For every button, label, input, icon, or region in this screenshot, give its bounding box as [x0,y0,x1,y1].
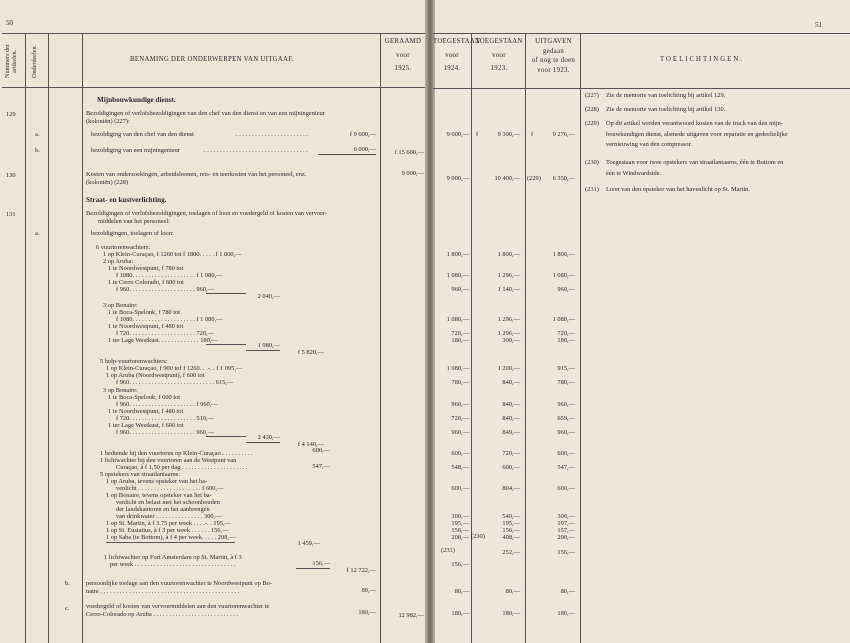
column-divider [380,33,381,643]
amount-cell: 600,— [502,464,520,471]
column-divider [48,33,49,643]
amount-b1: 600,— [312,447,330,454]
sum-b13: 1 459,— [297,540,320,547]
note-text: Loon van den opsteker van het havenlicht op St. Martin. [606,186,750,193]
amount-cell: 1 200,— [497,365,520,372]
line-b14: 1 lichtwachter op Fort Amsterdam op St. Martin, à f 3 [104,554,242,561]
total-b15: f 12 722,— [346,567,376,574]
total-130: 9 000,— [401,170,424,177]
leader-dots: . . . . . . . . . . . . . . . . . . . . . . . [236,131,308,138]
note-text: één te Windwardside. [606,170,662,177]
header-bottom-rule [2,87,425,88]
line-b6: venlicht . . . . . . . . . . . . . . . . . . . . f 600,— [116,485,224,492]
r130-t23: 10 400,— [494,175,520,182]
amount-cell: 600,— [451,485,469,492]
sub-b: b. [35,147,40,154]
amount-cell: 156,— [502,527,520,534]
amount-cell: 1 080,— [552,316,575,323]
amount-b15: 156,— [296,560,330,569]
sum-v12: 1 980,— [246,342,280,351]
amount-cell: 252,— [502,549,520,556]
amount-cell: 540,— [502,513,520,520]
amount-cell: 840,— [502,379,520,386]
note-text: Zie de memorie van toelichting bij artikel 129. [606,92,726,99]
header-toegestaan-1923: TOEGESTAAN voor 1923. [475,38,523,73]
header-benaming: BENAMING DER ONDERWERPEN VAN UITGAAF. [130,56,294,63]
line-h6: f 960. . . . . . . . . . . . . . . . . . . . . f 960,— [116,401,218,408]
header-toelichtingen: TOELICHTINGEN. [660,56,744,63]
amount-cell: 1 080,— [446,365,469,372]
sum-rule [206,293,246,294]
article-130: 130 [6,172,16,179]
amount-cell: 1 080,— [446,272,469,279]
amount-cell: 548,— [451,464,469,471]
line-v10: 1 te Noordwestpunt, f 480 tot [108,323,184,330]
amount-cell: 300,— [502,337,520,344]
total-129: f 15 600,— [394,149,424,156]
sum-h10: 2 430,— [246,434,280,443]
amount-cell: 600,— [557,450,575,457]
r129-u: 9 276,— [552,131,575,138]
sum-rule [206,436,246,437]
note-text: Op dit artikel werden verantwoord kosten van de truck van den mijn- [606,120,783,127]
section-mijnbouw: Mijnbouwkundige dienst. [97,96,176,104]
amount-cell: 780,— [451,379,469,386]
column-divider [580,33,581,643]
line-h2: 1 op Aruba (Noordwestpunt), f 600 tot [106,372,205,379]
header-top-rule-right [433,33,850,34]
amount-cell: 960,— [557,429,575,436]
header-toegestaan-1924: TOEGESTAAN voor 1924. [433,38,481,73]
amount-cell: 156,— [451,561,469,568]
line-129a: bezoldiging van den chef van den dienst [91,131,194,138]
amount-cell: 840,— [502,401,520,408]
amount-b3: 547,— [312,463,330,470]
amount-cell: 600,— [451,450,469,457]
amount-cell: 180,— [451,337,469,344]
amount-cell: 1 800,— [497,251,520,258]
line-v9: f 1080. . . . . . . . . . . . . . . . . . . . f 1 080,— [116,316,223,323]
column-divider [82,33,83,643]
line-131a: bezoldigingen, toelagen of loon: [91,230,174,237]
amount-cell: 195,— [451,520,469,527]
article-130-text: Kosten van onderzoekingen, arbeidsloonen, reis- en teerkosten van het personeel, enz. (koloniën) (228) [86,171,307,186]
line-b2: 1 lichtwachter bij den vuurtoren aan de Westpunt van [100,457,237,464]
r130-note: (229) [527,175,541,182]
note-marker: (230) [585,159,599,166]
total-v12: f 5 820,— [297,349,324,356]
line-131c: voedergeld of kosten van vervoermiddelen aan den vuurtorenwachter te Cerro-Colorado op Aruba . . . . . . . . . . . . . . . . . . . . . . . . . . . [86,603,270,618]
line-129b: bezoldiging van een mijningenieur [91,147,180,154]
amount-cell: 195,— [502,520,520,527]
note-text: Toegestaan voor twee opstekers van straatlantaarns, één te Bottom en [606,159,784,166]
note-marker: (231) [585,186,599,193]
amount-cell: 915,— [557,365,575,372]
amount-cell: 1 296,— [497,330,520,337]
note-text: vernieuwing van den compressor. [606,141,692,148]
amount-cell: 960,— [557,286,575,293]
column-divider [471,33,472,643]
amount-cell: 156,— [451,527,469,534]
r129-t23: 9 300,— [497,131,520,138]
article-129: 129 [6,111,16,118]
line-h9: 1 ter Lage Westkust, f 600 tot [108,422,184,429]
amount-cell: 720,— [451,415,469,422]
amount-cell: 960,— [451,286,469,293]
amount-cell: 659,— [557,415,575,422]
amount-cell: 1 140,— [497,286,520,293]
leader-dots: . . . . . . . . . . . . . . . . . . . . . . . . . . . . . . . . . [204,147,308,154]
line-b12: 1 op St. Eustatius, à f 3 per week . . . . . . 156,— [106,527,229,534]
line-h1: 1 op Klein-Curaçao, f 900 tof f 1260. . .-. . f 1 095,— [106,365,243,372]
amount-cell: 547,— [557,464,575,471]
amount-cell: 180,— [502,610,520,617]
total-131: 12 982,— [398,612,424,619]
amount-cell: 408,— [502,534,520,541]
line-b8: venlicht en belast met het schoonhouden [116,499,220,506]
line-v11: f 720. . . . . . . . . . . . . . . . . . . . . 720,— [116,330,214,337]
line-b4: 5 opstekers van straatlantaarns: [100,471,181,478]
article-129-text: Bezoldigingen of verlofsbezoldigingen van den chef van den dienst en van een mijningenieur (koloniën) (227): [86,110,325,125]
book-gutter [425,0,435,643]
line-b5: 1 op Aruba, tevens opsteker van het ha- [106,478,208,485]
amount-cell: 1 800,— [446,251,469,258]
amount-cell: 1 080,— [446,316,469,323]
amount-cell: 600,— [557,485,575,492]
amount-cell: 720,— [557,330,575,337]
amount-129b: 6 000,— [318,146,376,155]
page-number-right: 51 [815,21,822,29]
section-straat: Straat- en kustverlichting. [86,196,167,204]
sum-v6: 2 040,— [257,293,280,300]
line-h7: 1 te Noordwestpunt, f 480 tot [108,408,184,415]
amount-131c: 180,— [358,609,376,616]
r130-u: 6 350,— [552,175,575,182]
header-nummers: Nummers der artikelen. [4,44,18,78]
amount-cell: 960,— [451,429,469,436]
line-h8: f 720. . . . . . . . . . . . . . . . . . . . . 510,— [116,415,214,422]
article-131-text: Bezoldigingen of verlofsbezoldigingen, toelagen of loon en voedergeld of kosten van vervoer- middelen van het personeel: [86,210,328,225]
line-v8: 1 te Boca-Spelonk, f 780 tot [108,309,181,316]
note-230-marker: (230) [471,533,485,540]
line-b1: 1 bediende bij den vuurtoren op Klein-Curaçao . . . . . . . . . . [100,450,253,457]
header-uitgaven: UITGAVEN gedaan of nog te doen voor 1923. [531,38,576,74]
sum-rule [206,344,246,345]
amount-cell: 180,— [451,610,469,617]
column-divider [525,33,526,643]
r129-t24: 9 600,— [446,131,469,138]
header-onderdeelen: Onderdeelen. [31,44,38,78]
amount-cell: 180,— [557,337,575,344]
amount-cell: 80,— [454,588,469,595]
line-v12: 1 ter Lage Westkust. . . . . . . . . . . . . 180,— [108,337,218,344]
r129-f1: f [476,131,479,138]
line-b15: per week . . . . . . . . . . . . . . . . . . . . . . . . . . . . . . . . [110,561,236,568]
line-vuur: 6 vuurtorenwachters: [96,244,151,251]
line-v3: 1 te Noordwestpunt, f 780 tot [108,265,184,272]
note-text: bouwkundigen dienst, alsmede uitgaven voor reparatie en gedeeltelijke [606,131,788,138]
article-131: 131 [6,211,16,218]
sub-a: a. [35,230,40,237]
amount-cell: 780,— [557,379,575,386]
amount-cell: 300,— [451,513,469,520]
line-b3: Curaçao, à f 1,50 per dag . . . . . . . . . . . . . . . . . . . . . [116,464,248,471]
line-v1: 1 op Klein-Curaçao, f 1260 tot f 1800. . . . . f 1 800,— [103,251,242,258]
total-h10: f 4 140,— [297,441,324,448]
note-marker: (228) [585,106,599,113]
page-number-left: 50 [6,19,13,27]
amount-cell: 804,— [502,485,520,492]
r130-t24: 9 000,— [446,175,469,182]
line-v5: 1 te Cerro Colorado, f 600 tot [108,279,184,286]
amount-cell: 960,— [557,401,575,408]
amount-cell: 960,— [451,401,469,408]
line-b10: van drinkwater . . . . . . . . . . . . . . . 300,— [116,513,222,520]
amount-cell: 720,— [451,330,469,337]
line-h5: 1 te Boca-Spelonk, f 600 tot [108,394,181,401]
sub-c: c. [65,605,70,612]
line-b7: 1 op Bonaire, tevens opsteker van het ha- [106,492,212,499]
line-b9: der landskantoren en het aanbrengen [116,506,210,513]
column-divider [25,33,26,643]
amount-cell: 1 080,— [552,272,575,279]
line-h4: 3 op Bonaire: [103,387,138,394]
line-b13: 1 op Saba (te Bottom), à f 4 per week. . . . . 208,— [106,534,236,541]
amount-cell: 200,— [557,534,575,541]
note-text: Zie de memorie van toelichting bij artikel 130. [606,106,726,113]
amount-cell: 1 296,— [497,316,520,323]
amount-cell: 80,— [505,588,520,595]
amount-cell: 208,— [451,534,469,541]
line-v6: f 960. . . . . . . . . . . . . . . . . . . . . 960,— [116,286,214,293]
r129-f2: f [531,131,534,138]
amount-cell: 840,— [502,415,520,422]
amount-131b: 80,— [361,587,376,594]
header-bottom-rule-right [433,88,850,89]
line-b11: 1 op St. Martin, à f 3.75 per week . . . .-. . 195,— [106,520,231,527]
header-geraamd: GERAAMD voor 1925. [384,38,422,73]
amount-cell: 849,— [502,429,520,436]
amount-cell: 1 800,— [552,251,575,258]
line-h10: f 960. . . . . . . . . . . . . . . . . . . . . 960,— [116,429,214,436]
line-v7: 3 op Bonaire: [103,302,138,309]
amount-cell: 720,— [502,450,520,457]
amount-129a: f 9 600,— [349,131,376,138]
amount-cell: 1 296,— [497,272,520,279]
amount-cell: 156,— [557,549,575,556]
line-h0: 5 hulp-vuurtorenwachters: [100,358,168,365]
note-marker: (229) [585,120,599,127]
amount-cell: 157,— [557,527,575,534]
amount-cell: 80,— [560,588,575,595]
sub-a: a. [35,131,40,138]
note-231-marker: (231) [441,547,455,554]
note-marker: (227) [585,92,599,99]
line-131b: persoonlijke toelage aan den vuurtorenwachter te Noordwestpunt op Bo- naire . . . . . . . . . . . . . . . . . . . . . . . . . . . . . . . . . . . . . . . . . . . . [86,580,272,595]
header-top-rule [2,33,425,34]
line-v4: f 1080. . . . . . . . . . . . . . . . . . . . f 1 080,— [116,272,223,279]
sub-b: b. [65,580,70,587]
amount-cell: 300,— [557,513,575,520]
line-h3: f 960. . . . . . . . . . . . . . . . . . . . . . . . . . . 615,— [116,379,234,386]
amount-cell: 197,— [557,520,575,527]
line-v2: 2 op Aruba: [103,258,134,265]
amount-cell: 180,— [557,610,575,617]
